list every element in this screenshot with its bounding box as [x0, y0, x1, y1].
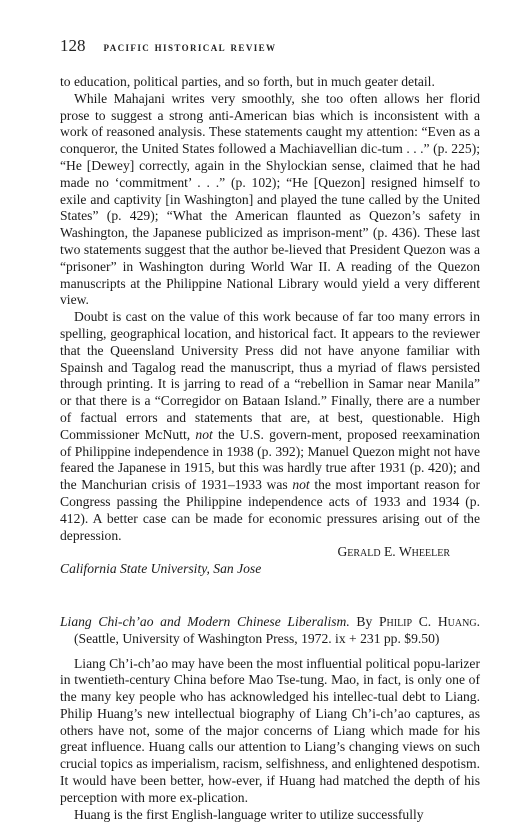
paragraph-huang-first: Huang is the first English-language writer to utilize successfully — [74, 806, 424, 822]
paragraph-errors-text-1: Doubt is cast on the value of this work because of far too many errors in spelling, geographical location, and historical fact. It appears to the reviewer that the Queensland University Press did not have anyone familiar with Spainsh and Tagalog read the manuscript, thus a myriad of flaws persisted through printing. It is jarring to read of a “rebellion in Samar near Manila” or that there is a “Corregidor on Bataan Island.” Finally, there are a number of factual errors and statements that are, at best, questionable. High Commissioner McNutt, — [60, 309, 480, 442]
paragraph-continuation: to education, political parties, and so forth, but in much geater detail. — [60, 74, 435, 89]
book-publication: (Seattle, University of Washington Press, 1972. ix + 231 pp. $9.50) — [74, 630, 440, 646]
book-title: Liang Chi-ch’ao and Modern Chinese Liberalism. — [60, 613, 350, 629]
running-head — [60, 36, 480, 56]
book-author: Philip C. Huang. — [378, 613, 480, 629]
book-by: By — [356, 613, 373, 629]
paragraph-liang-intro: Liang Ch’i-ch’ao may have been the most influential political popu-larizer in twentieth-century China before Mao Tse-tung. Mao, in fact, is only one of the many key people who has acknowledged his intellec-tual debt to Liang. Philip Huang’s new intellectual biography of Liang Ch’i-ch’ao captures, as others have not, some of the major concerns of Liang which made for his great influence. Huang calls our attention to Liang’s changing views on such crucial topics as imperialism, racism, selfishness, and enlightened despotism. It would have been better, how-ever, if Huang had matched the depth of his perception with more ex-plication. — [60, 655, 480, 805]
paragraph-errors — [60, 309, 480, 544]
review-huang — [60, 656, 480, 824]
journal-title: pacific historical review — [103, 40, 277, 54]
paragraph-errors-text-2: the U.S. govern-ment, proposed reexamination of Philippine independence in 1938 (p. 392); Manuel Quezon might not have feared the Japanese in 1915, but this was hardly true after 1931 (p. 420); and the Manchurian crisis of 1931–1933 was — [60, 426, 480, 493]
reviewer-affiliation: California State University, San Jose — [60, 561, 262, 577]
paragraph-errors-text-3: the most important reason for Congress passing the Philippine independence acts of 1933 and 1934 (p. 412). A better case can be made for economic pressures arising out of the depression. — [60, 477, 481, 543]
emphasis-not-2: not — [292, 477, 310, 493]
reviewer-name: Gerald E. Wheeler — [337, 544, 450, 560]
reviewer-signature — [60, 544, 480, 578]
book-citation — [60, 614, 480, 648]
review-wheeler — [60, 74, 480, 544]
paragraph-bias: While Mahajani writes very smoothly, she too often allows her florid prose to suggest a strong anti-American bias which is inconsistent with a work of reasoned analysis. These statements caught my attention: “Even as a conqueror, the United States followed a Machiavellian dic-tum . . .” (p. 225); “He [Dewey] correctly, again in the Shylockian sense, claimed that he had made no ‘commitment’ . . .” (p. 102); “He [Quezon] resigned himself to exile and captivity [in Washington] and played the tune called by the United States” (p. 429); “What the American flaunted as Quezon’s safety in Washington, the Japanese publicized as imprison-ment” (p. 436). These last two statements suggest that the author be-lieved that President Quezon was a “prisoner” in Washington during World War II. A reading of the Quezon manuscripts at the Philippine National Library would yield a very different view. — [60, 90, 480, 308]
emphasis-not-1: not — [195, 426, 213, 442]
page-number: 128 — [60, 36, 86, 55]
